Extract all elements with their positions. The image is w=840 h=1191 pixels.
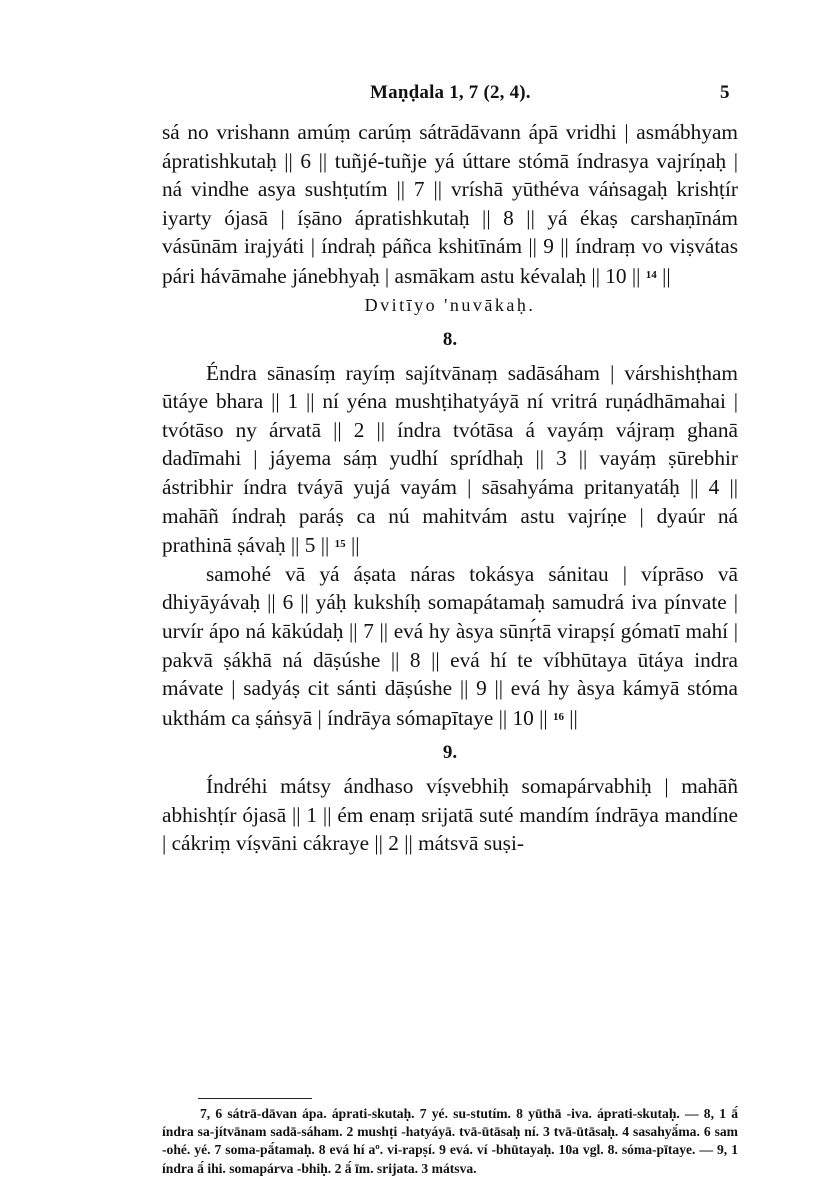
running-title: Maṇḍala 1, 7 (2, 4). xyxy=(370,82,531,103)
footnotes xyxy=(162,1105,738,1178)
section-mark-15: 15 xyxy=(334,538,346,551)
hymn8-part2-end-mark: || xyxy=(569,705,578,730)
main-text xyxy=(162,118,738,858)
hymn7-continuation xyxy=(162,118,738,291)
hymn9-start: Índréhi mátsy ándhaso víṣvebhiḥ somapárvabhiḥ | mahāñ abhishṭír ójasā || 1 || ém enaṃ srijatā suté mandím índrāya mandíne | cákriṃ víṣvāni cákraye || 2 || mátsvā suṣi- xyxy=(162,774,738,856)
footnote-divider xyxy=(198,1098,312,1099)
hymn-8-number: 8. xyxy=(442,328,458,350)
page-number: 5 xyxy=(720,82,730,103)
hymn7-verses: sá no vrishann amúṃ carúṃ sátrādāvann ápā vridhi | asmábhyam ápratishkutaḥ || 6 || tuñjé-tuñje yá úttare stómā índrasya vajríṇaḥ | ná vindhe asya sushṭutím || 7 || vríshā yūthéva váṅsagaḥ krishṭír iyarty ójasā | íṣāno ápratishkutaḥ || 8 || yá ékaṣ carshaṇīnám vásūnām irajyáti | índraḥ páñca kshitīnám || 9 || índraṃ vo viṣvátas pári hávāmahe jánebhyaḥ | asmākam astu kévalaḥ || 10 || xyxy=(162,120,738,288)
hymn8-part1 xyxy=(162,359,738,560)
hymn8-part1-end-mark: || xyxy=(350,533,360,558)
footnote-text: 7, 6 sátrā-dāvan ápa. áprati-skutaḥ. 7 yé. su-stutím. 8 yūthā -iva. áprati-skutaḥ. — 8, 1 ā́ índra sa-jítvānam sadā-sáham. 2 mushṭi -hatyáyā. tvā-ūtāsaḥ ní. 3 tvā-ūtāsaḥ. 4 sasahyā́ma. 6 sam -ohé. yé. 7 soma-pā́tamaḥ. 8 evá hí aº. vi-rapṣí. 9 evá. ví -bhūtayaḥ. 10a vgl. 8. sóma-pītaye. — 9, 1 índra ā́ ihi. somapárva -bhiḥ. 2 ā́ īm. srijata. 3 mátsva. xyxy=(162,1106,738,1176)
anuvaka-heading: Dvitīyo 'nuvākaḥ. xyxy=(364,294,536,315)
hymn8-part2 xyxy=(162,560,738,733)
hymn7-end-mark: || xyxy=(662,263,671,288)
section-mark-14: 14 xyxy=(645,268,657,281)
hymn8-verses-6-10: samohé vā yá áṣata náras tokásya sánitau | víprāso vā dhiyāyávaḥ || 6 || yáḥ kukshíḥ somapátamaḥ samudrá iva pínvate | urvír ápo ná kākúdaḥ || 7 || evá hy àsya sūnṛ́tā virapṣí gómatī mahí | pakvā ṣákhā ná dāṣúshe || 8 || evá hí te víbhūtaya ūtáya indra mávate | sadyáṣ cit sánti dāṣúshe || 9 || evá hy àsya kámyā stóma ukthám ca ṣáṅsyā | índrāya sómapītaye || 10 || xyxy=(162,561,738,730)
hymn8-verses-1-5: Éndra sānasíṃ rayíṃ sajítvānaṃ sadāsáham | várshishṭham ūtáye bhara || 1 || ní yéna mushṭihatyáyā ní vritrá ruṇádhāmahai | tvótāso ny árvatā || 2 || índra tvótāsa á vayáṃ vájraṃ ghanā dadīmahi | jáyema sáṃ yudhí sprídhaḥ || 3 || vayáṃ ṣūrebhir ástribhir índra tváyā yujá vayám | sāsahyáma pritanyatáḥ || 4 || mahāñ índraḥ paráṣ ca nú mahitvám astu vajríṇe | dyaúr ná prathinā ṣávaḥ || 5 || xyxy=(162,360,738,558)
hymn-9-number: 9. xyxy=(442,742,458,764)
section-mark-16: 16 xyxy=(552,710,564,723)
